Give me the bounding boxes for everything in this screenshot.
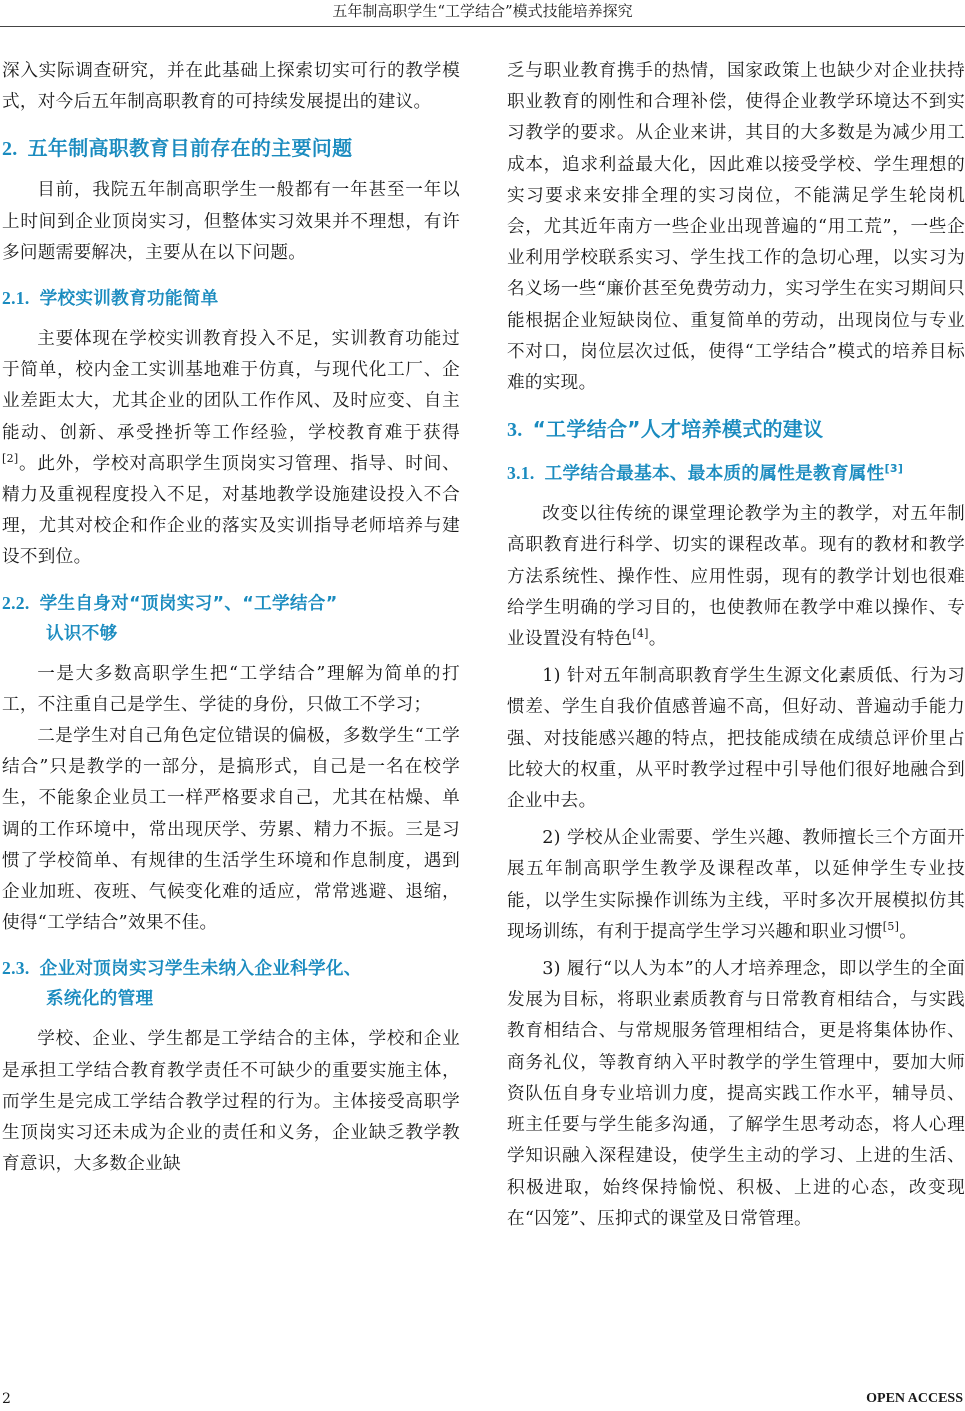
- subsection-title-continued: 认识不够: [46, 623, 118, 644]
- paragraph-2-1: [2, 324, 460, 574]
- subsection-heading-2-1: [2, 283, 460, 314]
- subsection-title: 学生自身对“顶岗实习”、“工学结合”: [39, 593, 338, 614]
- subsection-number: 2.3.: [2, 958, 30, 979]
- section-title: 五年制高职教育目前存在的主要问题: [27, 136, 353, 161]
- subsection-number: 2.2.: [2, 592, 30, 613]
- paragraph-intro: 深入实际调查研究，并在此基础上探索切实可行的教学模式，对今后五年制高职教育的可持续发展提出的建议。: [2, 61, 460, 113]
- section-title: “工学结合”人才培养模式的建议: [532, 417, 824, 442]
- subsection-heading-2-3: [2, 953, 460, 1014]
- running-head-title: 五年制高职学生“工学结合”模式技能培养探究: [332, 2, 633, 20]
- subsection-heading-3-1: [507, 458, 965, 489]
- list-item-2: [507, 823, 965, 948]
- running-head: [0, 0, 965, 30]
- text-run: 主要体现在学校实训教育投入不足，实训教育功能过于简单，校内金工实训基地难于仿真，与现代化工厂、企业差距太大，尤其企业的团队工作作风、及时应变、自主能动、创新、承受挫折等工作经验，学校教育难于获得: [2, 329, 460, 443]
- paragraph-section-2: 目前，我院五年制高职学生一般都有一年甚至一年以上时间到企业顶岗实习，但整体实习效果并不理想，有许多问题需要解决，主要从在以下问题。: [2, 180, 460, 263]
- citation-ref[interactable]: [2]: [2, 451, 19, 465]
- subsection-number: 2.1.: [2, 288, 30, 309]
- text-run: 。此外，学校对高职学生顶岗实习管理、指导、时间、精力及重视程度投入不足，对基地教学设施建设投入不合理，尤其对校企和作企业的落实及实训指导老师培养与建设不到位。: [2, 453, 460, 568]
- paragraph-2-3: 学校、企业、学生都是工学结合的主体，学校和企业是承担工学结合教育教学责任不可缺少的重要实施主体，而学生是完成工学结合教学过程的行为。主体接受高职学生顶岗实习还未成为企业的责任和义务，企业缺乏教学教育意识，大多数企业缺: [2, 1029, 460, 1175]
- section-heading-3: [507, 415, 965, 444]
- page-number: 2: [2, 1391, 11, 1407]
- citation-ref[interactable]: [3]: [884, 462, 904, 476]
- list-item-3: 3) 履行“以人为本”的人才培养理念，即以学生的全面发展为目标，将职业素质教育与日常教育相结合，与实践教育相结合、与常规服务管理相结合，更是将集体协作、商务礼仪，等教育纳入平时教学的学生管理中，要加大师资队伍自身专业培训力度，提高实践工作水平，辅导员、班主任要与学生能多沟通，了解学生思考动态，将人心理学知识融入深程建设，使学生主动的学习、上进的生活、积极进取，始终保持愉悦、积极、上进的心态，改变现在“囚笼”、压抑式的课堂及日常管理。: [507, 959, 965, 1229]
- subsection-number: 3.1.: [507, 463, 535, 484]
- subsection-title: 学校实训教育功能简单: [39, 289, 219, 310]
- section-number: 2.: [2, 138, 18, 161]
- section-number: 3.: [507, 419, 523, 442]
- text-run: 改变以往传统的课堂理论教学为主的教学，对五年制高职教育进行科学、切实的课程改革。现有的教材和教学方法系统性、操作性、应用性弱，现有的教学计划也很难给学生明确的学习目的，也使教师在教学中难以操作、专业设置没有特色: [507, 504, 965, 650]
- paragraph-3-1: [507, 499, 965, 655]
- right-column: [507, 56, 965, 1235]
- text-run: 2) 学校从企业需要、学生兴趣、教师擅长三个方面开展五年制高职学生教学及课程改革，以延伸学生专业技能，以学生实际操作训练为主线，平时多次开展模拟仿其现场训练，有利于提高学生学习兴趣和职业习惯: [507, 828, 965, 942]
- text-run: 。: [648, 629, 667, 650]
- section-heading-2: [2, 134, 460, 163]
- paragraph-2-2-first: 一是大多数高职学生把“工学结合”理解为简单的打工，不注重自己是学生、学徒的身份，只做工不学习；: [2, 663, 460, 715]
- subsection-heading-2-2: [2, 588, 460, 649]
- citation-ref[interactable]: [5]: [882, 920, 900, 934]
- citation-ref[interactable]: [4]: [632, 627, 649, 641]
- paragraph-2-2-second: 二是学生对自己角色定位错误的偏极，多数学生“工学结合”只是教学的一部分，是搞形式，自己是一名在校学生，不能象企业员工一样严格要求自己，尤其在枯燥、单调的工作环境中，常出现厌学、劳累、精力不振。三是习惯了学校简单、有规律的生活学生环境和作息制度，遇到企业加班、夜班、气候变化难的适应，常常逃避、退缩，使得“工学结合”效果不佳。: [2, 726, 460, 934]
- header-rule: [0, 26, 965, 27]
- subsection-title: 企业对顶岗实习学生未纳入企业科学化、: [39, 959, 362, 980]
- left-column: [2, 56, 460, 1180]
- list-item-1: 1) 针对五年制高职教育学生生源文化素质低、行为习惯差、学生自我价值感普遍不高，但好动、普遍动手能力强、对技能感兴趣的特点，把技能成绩在成绩总评价里占比较大的权重，从平时教学过程中引导他们很好地融合到企业中去。: [507, 666, 965, 812]
- paragraph-continued: 乏与职业教育携手的热情，国家政策上也缺少对企业扶持职业教育的刚性和合理补偿，使得企业教学环境达不到实习教学的要求。从企业来讲，其目的大多数是为减少用工成本，追求利益最大化，因此难以接受学校、学生理想的实习要求来安排全理的实习岗位，不能满足学生轮岗机会，尤其近年南方一些企业出现普遍的“用工荒”，一些企业利用学校联系实习、学生找工作的急切心理，以实习为名义场一些“廉价甚至免费劳动力，实习学生在实习期间只能根据企业短缺岗位、重复简单的劳动，出现岗位与专业不对口，岗位层次过低，使得“工学结合”模式的培养目标难的实现。: [507, 61, 965, 394]
- text-run: 。: [899, 921, 918, 942]
- subsection-title-continued: 系统化的管理: [46, 989, 154, 1010]
- open-access-label: OPEN ACCESS: [866, 1391, 963, 1406]
- subsection-title: 工学结合最基本、最本质的属性是教育属性: [544, 464, 885, 485]
